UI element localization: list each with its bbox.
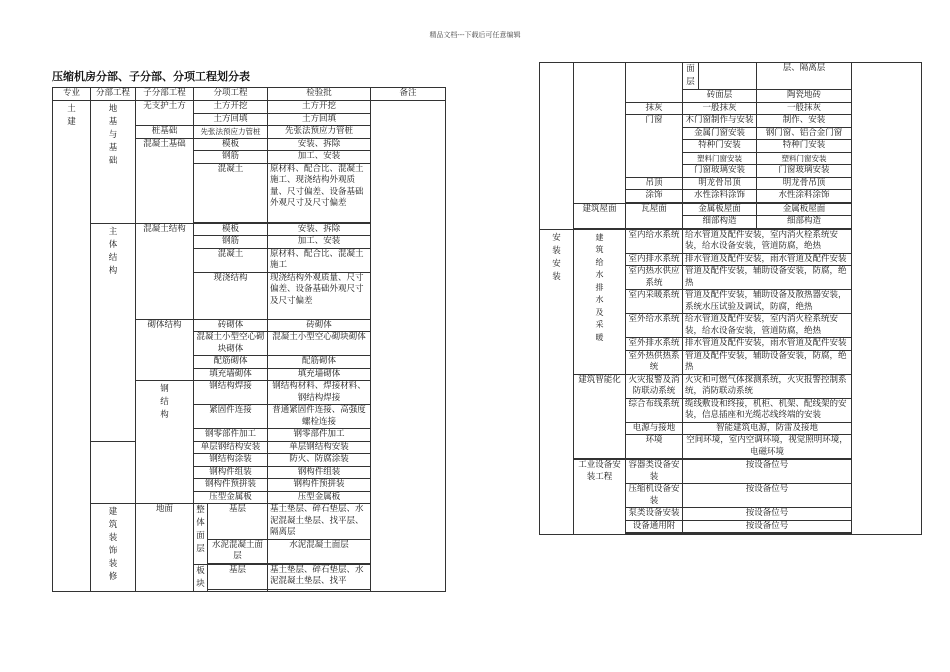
item-backfill: 土方回填 [194,113,268,126]
r-item-brick-surface: 砖面层 [683,90,757,103]
r-sub-outdoor-heat: 室外热供热系统 [626,350,683,374]
r-sub-outdoor-drain: 室外排水系统 [626,338,683,351]
r-batch-metal-roof: 金属板屋面 [757,203,852,216]
subdivision-pile: 桩基础 [136,126,194,139]
r-remark-cell [852,63,922,535]
r-sub-indoor-heating: 室内采暖系统 [626,290,683,314]
batch-welding: 钢结构材料、焊接材料、钢结构焊接 [268,381,371,405]
r-batch-general: 按设备位号 [683,520,852,533]
batch-assembly: 钢构件组装 [268,466,371,479]
r-sub-pump: 泵类设备安装 [626,508,683,521]
batch-concrete-2: 原材料、配合比、混凝土施工 [268,248,371,272]
batch-infill: 填充墙砌体 [268,368,371,381]
r-sub-painting: 涂饰 [626,190,683,203]
item-assembly: 钢构件组装 [194,466,268,479]
item-coating: 钢结构涂装 [194,454,268,467]
batch-formwork-2: 安装、拆除 [268,223,371,236]
batch-fastener: 普通紧固件连接、高强度螺栓连接 [268,405,371,429]
item-rebar: 钢筋 [194,151,268,164]
r-division-intelligent: 建筑智能化 [574,374,626,459]
r-batch-ceiling: 明龙骨吊顶 [757,177,852,190]
r-sub-plaster: 抹灰 [626,102,683,115]
r-sub-ceiling: 吊顶 [626,177,683,190]
batch-backfill: 土方回填 [268,113,371,126]
r-batch-isolation: 层、隔离层 [757,63,852,90]
r-batch-plastic-door: 塑料门窗安装 [757,152,852,165]
batch-rebar: 加工、安装 [268,151,371,164]
batch-base-2: 基土垫层、碎石垫层、水泥混凝土垫层、找平 [268,564,371,590]
r-surface-layer: 面 层 [683,63,699,90]
batch-brick: 砖砌体 [268,319,371,332]
division-main-blank [91,441,136,504]
r-batch-special-door: 特种门安装 [757,140,852,153]
r-division-industrial: 工业设备安装工程 [574,460,626,535]
r-batch-indoor-drain: 排水管道及配件安装，雨水管道及配件安装 [683,253,852,266]
major-civil: 土 建 [53,101,91,592]
r-item-detail: 细部构造 [683,216,757,229]
r-batch-indoor-heating: 管道及配件安装，辅助设备及散热器安装，系统水压试验及调试，防腐，绝热 [683,290,852,314]
r-sub-general: 设备通用附 [626,520,683,533]
r-sub-doors: 门窗 [626,115,683,178]
r-sub-blank [626,63,683,103]
subdivision-floor: 地面 [136,504,194,592]
r-major-install: 安 装 安 装 [540,229,574,535]
batch-concrete: 原材料、配合比、混凝土施工、现浇结构外观质量、尺寸偏差、设备基础外观尺寸及尺寸偏差 [268,163,371,222]
division-decoration: 建 筑 装 饰 装 修 [91,504,136,592]
item-pre-assembly: 钢构件预拼装 [194,479,268,492]
batch-pre-assembly: 钢构件预拼装 [268,479,371,492]
batch-block: 混凝土小型空心砌块砌体 [268,332,371,356]
r-sub-vessel: 容器类设备安装 [626,460,683,484]
r-division-plumbing: 建 筑 给 水 排 水 及 采 暖 [574,229,626,374]
page-header: 精品文档---下载后可任意编辑 [429,31,521,39]
r-batch-vessel: 按设备位号 [683,460,852,484]
r-item-wood-door: 木门窗制作与安装 [683,115,757,128]
item-cement-surface: 水泥混凝土面层 [208,539,268,563]
item-excavation: 土方开挖 [194,101,268,114]
col-item: 分项工程 [194,88,268,101]
floor-monolithic: 整 体 面 层 [194,504,208,565]
division-table-left [52,87,446,592]
r-sub-compressor: 压缩机设备安装 [626,484,683,508]
r-item-special-door: 特种门安装 [683,140,757,153]
r-batch-wood-door: 制作、安装 [757,115,852,128]
item-formwork-2: 模板 [194,223,268,236]
page-title: 压缩机房分部、子分部、分项工程划分表 [52,70,250,83]
r-item-glass: 门窗玻璃安装 [683,165,757,178]
batch-profiled-sheet: 压型金属板 [268,491,371,504]
r-batch-outdoor-water: 给水管道及配件安装，室内消火栓系统安装，给水设备安装，管道防腐，绝热 [683,314,852,338]
r-major-blank [540,63,574,230]
item-concrete-2: 混凝土 [194,248,268,272]
batch-cast-in-place: 现浇结构外观质量、尺寸偏差、设备基础外观尺寸及尺寸偏差 [268,272,371,319]
item-cast-in-place: 现浇结构 [194,272,268,319]
r-division-blank [574,63,626,204]
subdivision-concrete-structure: 混凝土结构 [136,223,194,319]
division-table-right [539,62,922,535]
item-welding: 钢结构焊接 [194,381,268,405]
item-brick: 砖砌体 [194,319,268,332]
item-profiled-sheet: 压型金属板 [194,491,268,504]
r-item-plastic-door: 塑料门窗安装 [683,152,757,165]
table-header-row [53,88,446,101]
item-block: 混凝土小型空心砌块砌体 [194,332,268,356]
subdivision-earthwork: 无支护土方 [136,101,194,126]
col-batch: 检验批 [268,88,371,101]
col-division: 分部工程 [91,88,136,101]
r-batch-glass: 门窗玻璃安装 [757,165,852,178]
r-batch-cabling: 缆线敷设和终接，机柜、机架、配线架的安装，信息插座和光缆芯线终端的安装 [683,398,852,422]
item-formwork: 模板 [194,138,268,151]
item-single-storey: 单层钢结构安装 [194,441,268,454]
col-remark: 备注 [371,88,446,101]
batch-base: 基土垫层、碎石垫层、水泥混凝土垫层、找平层、隔离层 [268,504,371,540]
r-batch-metal-door: 钢门窗、铝合金门窗 [757,127,852,140]
r-batch-power: 智能建筑电源，防雷及接地 [683,422,852,435]
floor-block: 板 块 [194,564,208,591]
batch-rebar-2: 加工、安装 [268,236,371,249]
r-sub-env: 环境 [626,435,683,459]
batch-parts: 钢零部件加工 [268,429,371,442]
r-batch-painting: 水性涂料涂饰 [757,190,852,203]
subdivision-steel-cont [136,441,194,504]
r-sub-power: 电源与接地 [626,422,683,435]
item-reinforced-masonry: 配筋砌体 [194,356,268,369]
r-sub-tile-roof: 瓦屋面 [626,203,683,228]
r-batch-env: 空间环境，室内空调环境，视觉照明环境，电磁环境 [683,435,852,459]
r-item-plaster: 一般抹灰 [683,102,757,115]
item-parts: 钢零部件加工 [194,429,268,442]
r-sub-cabling: 综合布线系统 [626,398,683,422]
item-infill: 填充墙砌体 [194,368,268,381]
r-item-metal-door: 金属门窗安装 [683,127,757,140]
remark-cell [371,101,446,592]
col-subdivision: 子分部工程 [136,88,194,101]
batch-reinforced-masonry: 配筋砌体 [268,356,371,369]
item-fastener: 紧固件连接 [194,405,268,429]
batch-coating: 防火、防腐涂装 [268,454,371,467]
r-batch-compressor: 按设备位号 [683,484,852,508]
item-concrete: 混凝土 [194,163,268,222]
r-sub-indoor-drain: 室内排水系统 [626,253,683,266]
r-batch-ceramic: 陶瓷地砖 [757,90,852,103]
batch-excavation: 土方开挖 [268,101,371,114]
subdivision-steel: 钢 结 构 [136,381,194,442]
r-batch-outdoor-heat: 管道及配件安装，辅助设备安装，防腐，绝热 [683,350,852,374]
r-sub-indoor-hot: 室内热水供应系统 [626,266,683,290]
item-base-2: 基层 [208,564,268,590]
r-item-painting: 水性涂料涂饰 [683,190,757,203]
r-division-roof: 建筑屋面 [574,203,626,228]
r-batch-indoor-water: 给水管道及配件安装，室内消火栓系统安装，给水设备安装，管道防腐，绝热 [683,229,852,253]
division-main-structure: 主 体 结 构 [91,223,136,441]
subdivision-masonry: 砌体结构 [136,319,194,381]
col-major: 专业 [53,88,91,101]
batch-single-storey: 单层钢结构安装 [268,441,371,454]
item-rebar-2: 钢筋 [194,236,268,249]
item-base: 基层 [208,504,268,540]
r-sub-indoor-water: 室内给水系统 [626,229,683,253]
batch-cement-surface: 水泥混凝土面层 [268,539,371,563]
r-batch-plaster: 一般抹灰 [757,102,852,115]
r-batch-fire: 火灾和可燃气体探测系统，火灾报警控制系统，消防联动系统 [683,374,852,398]
batch-formwork: 安装、拆除 [268,138,371,151]
item-pile: 先张法预应力管桩 [194,126,268,139]
division-foundation: 地 基 与 基 础 [91,101,136,224]
r-batch-detail: 细部构造 [757,216,852,229]
r-batch-outdoor-drain: 排水管道及配件安装，雨水管道及配件安装 [683,338,852,351]
subdivision-concrete-foundation: 混凝土基础 [136,138,194,223]
r-batch-pump: 按设备位号 [683,508,852,521]
r-item-metal-roof: 金属板屋面 [683,203,757,216]
r-sub-fire: 火灾报警及消防联动系统 [626,374,683,398]
r-sub-outdoor-water: 室外给水系统 [626,314,683,338]
r-batch-indoor-hot: 管道及配件安装，辅助设备安装，防腐，绝热 [683,266,852,290]
r-item-ceiling: 明龙骨吊顶 [683,177,757,190]
batch-pile: 先张法预应力管桩 [268,126,371,139]
